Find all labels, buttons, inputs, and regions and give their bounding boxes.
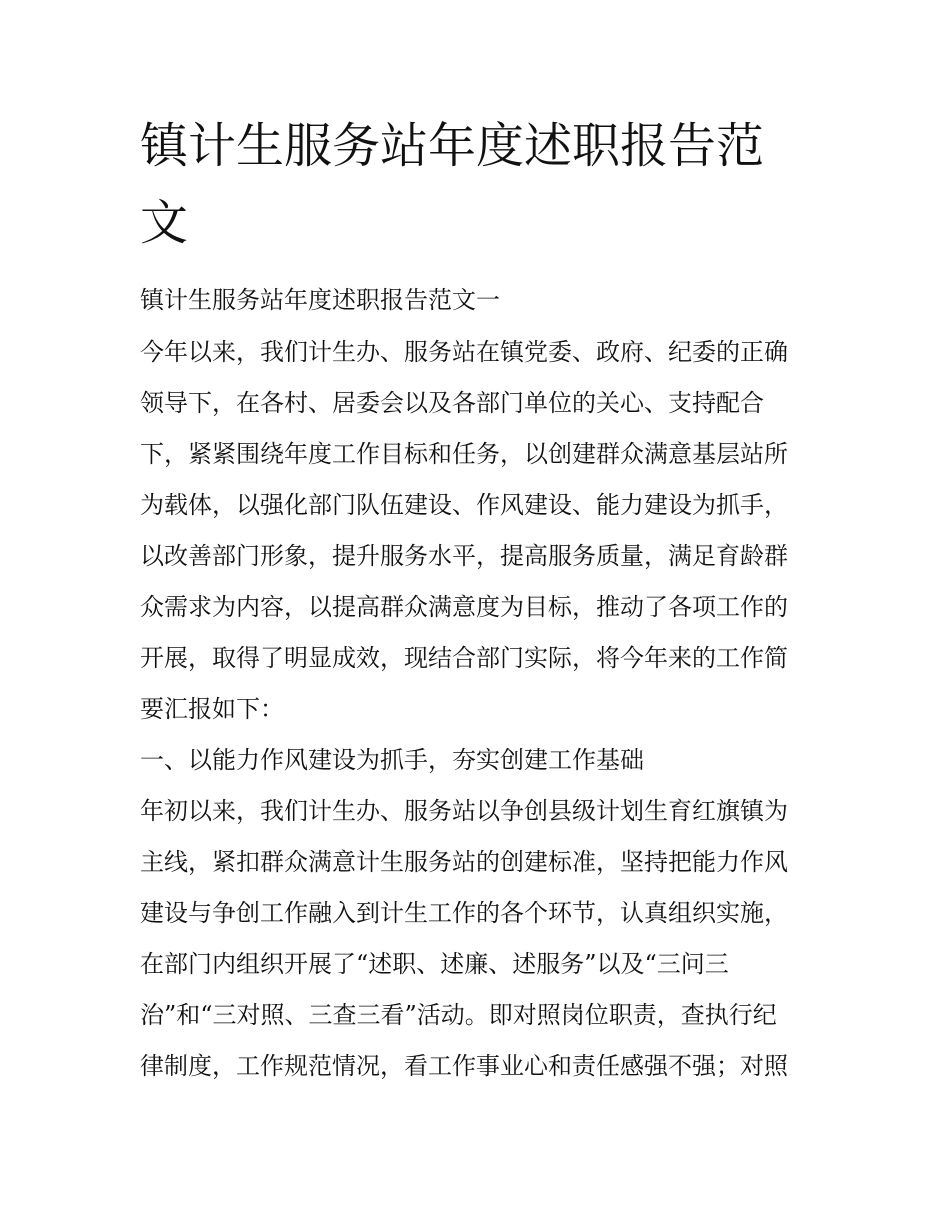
- body-line: 为载体，以强化部门队伍建设、作风建设、能力建设为抓手，: [140, 491, 788, 519]
- body-line: 领导下，在各村、居委会以及各部门单位的关心、支持配合: [140, 389, 764, 417]
- body-line: 治”和“三对照、三查三看”活动。即对照岗位职责，查执行纪: [140, 1001, 777, 1029]
- body-line: 镇计生服务站年度述职报告范文一: [140, 286, 500, 314]
- body-line: 建设与争创工作融入到计生工作的各个环节，认真组织实施，: [140, 899, 788, 927]
- body-line: 要汇报如下：: [140, 695, 284, 723]
- body-line: 年初以来，我们计生办、服务站以争创县级计划生育红旗镇为: [140, 797, 788, 825]
- document-title-line-1: 镇计生服务站年度述职报告范: [140, 118, 765, 174]
- body-line: 下，紧紧围绕年度工作目标和任务，以创建群众满意基层站所: [140, 440, 788, 468]
- body-line: 今年以来，我们计生办、服务站在镇党委、政府、纪委的正确: [140, 338, 788, 366]
- body-line: 以改善部门形象，提升服务水平，提高服务质量，满足育龄群: [140, 542, 788, 570]
- section-heading: 一、以能力作风建设为抓手，夯实创建工作基础: [140, 746, 644, 774]
- body-line: 主线，紧扣群众满意计生服务站的创建标准，坚持把能力作风: [140, 848, 788, 876]
- body-line: 律制度，工作规范情况，看工作事业心和责任感强不强；对照: [140, 1052, 788, 1080]
- body-line: 众需求为内容，以提高群众满意度为目标，推动了各项工作的: [140, 593, 788, 621]
- body-line: 在部门内组织开展了“述职、述廉、述服务”以及“三问三: [140, 950, 729, 978]
- document-title-line-2: 文: [140, 195, 189, 251]
- body-line: 开展，取得了明显成效，现结合部门实际，将今年来的工作简: [140, 644, 788, 672]
